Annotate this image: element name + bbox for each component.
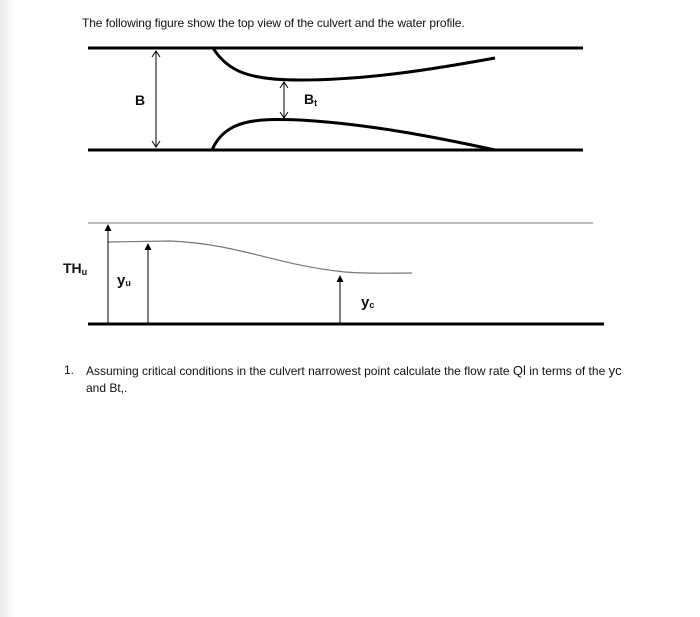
label-B-text: B bbox=[135, 92, 146, 108]
question-text-line2: and Bt,. bbox=[86, 381, 128, 395]
culvert-contraction-lower bbox=[212, 119, 495, 150]
intro-text: The following figure show the top view of the culvert and the water profile. bbox=[82, 16, 465, 30]
question-text-part2: in terms of the bbox=[525, 364, 609, 378]
label-yu bbox=[117, 272, 131, 289]
label-THu-main: TH bbox=[63, 260, 82, 276]
arrowhead-yc bbox=[337, 275, 344, 282]
label-yc bbox=[361, 294, 374, 311]
label-yu-sub: u bbox=[125, 278, 131, 288]
water-surface-profile bbox=[108, 241, 412, 273]
arrowhead-THu bbox=[105, 224, 112, 231]
question-yc-symbol: yc bbox=[608, 363, 622, 378]
question-body bbox=[86, 362, 664, 397]
question-item bbox=[64, 362, 664, 397]
label-Bt-sub: t bbox=[314, 98, 318, 108]
question-number: 1. bbox=[64, 363, 75, 377]
top-view-figure bbox=[88, 48, 583, 150]
label-Bt bbox=[304, 91, 317, 108]
label-yu-main: y bbox=[117, 272, 126, 289]
culvert-contraction-upper bbox=[213, 48, 495, 80]
label-Bt-main: B bbox=[304, 91, 315, 107]
label-THu-sub: u bbox=[81, 267, 88, 277]
water-profile-figure bbox=[88, 223, 604, 324]
question-text-part1: Assuming critical conditions in the culvert narrowest point calculate the flow rate bbox=[86, 364, 513, 378]
label-B bbox=[135, 92, 145, 108]
label-yc-main: y bbox=[361, 294, 370, 311]
label-THu bbox=[63, 260, 87, 277]
question-q-symbol: Ql bbox=[512, 363, 526, 378]
label-yc-sub: c bbox=[369, 300, 375, 310]
arrowhead-yu bbox=[145, 243, 152, 250]
